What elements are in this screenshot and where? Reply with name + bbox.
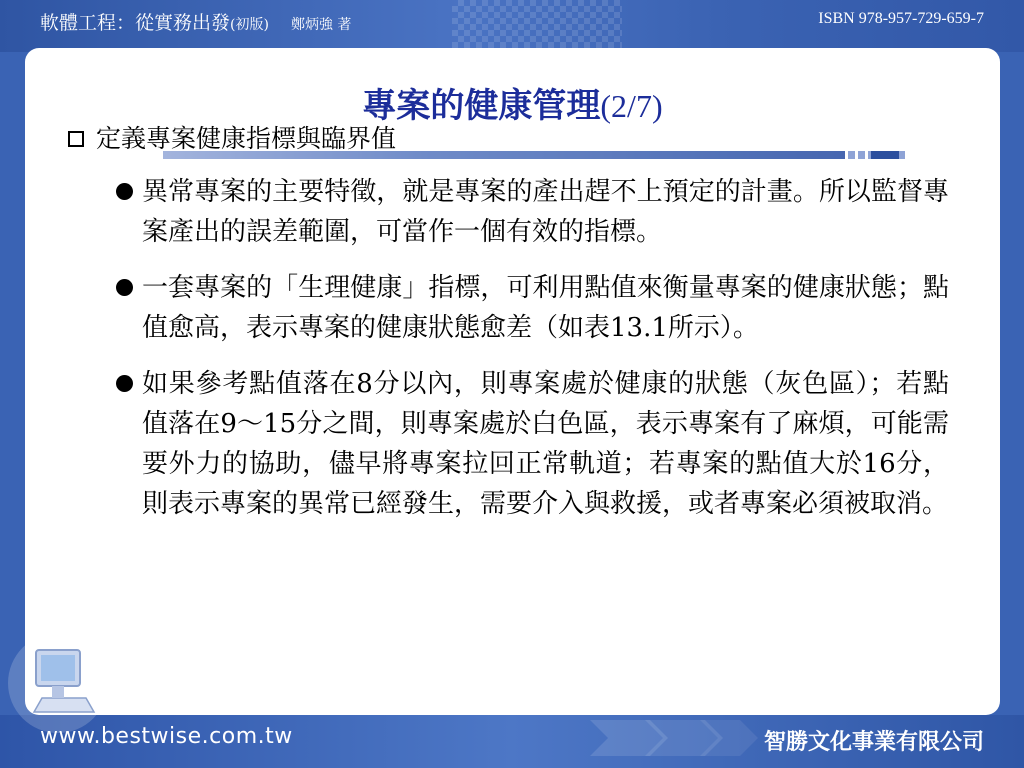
isbn: ISBN 978-957-729-659-7 [818,10,984,27]
book-author: 鄭炳強 著 [290,17,352,33]
checkbox-icon [68,131,84,147]
header-pattern [452,0,622,48]
computer-icon [6,628,116,738]
bullet-item [116,364,958,524]
slide-title-page: (2/7) [600,88,663,124]
book-title: 軟體工程：從實務出發 [40,12,231,34]
heading-item [68,122,958,156]
bullet-text: 一套專案的「生理健康」指標，可利用點值來衡量專案的健康狀態；點值愈高，表示專案的健康狀態愈差（如表13.1所示）。 [142,273,949,343]
book-edition: (初版) [230,17,269,33]
bullet-text: 異常專案的主要特徵，就是專案的產出趕不上預定的計畫。所以監督專案產出的誤差範圍，可當作一個有效的指標。 [142,177,949,247]
bullet-dot-icon [116,375,133,392]
heading-text: 定義專案健康指標與臨界值 [96,124,397,153]
slide-title-main: 專案的健康管理 [362,86,601,126]
arrows-decoration-icon [590,712,760,764]
bullet-dot-icon [116,183,133,200]
bullet-item [116,268,958,348]
slide-title [25,78,1000,127]
bullet-dot-icon [116,279,133,296]
footer-url: www.bestwise.com.tw [40,724,293,749]
bullet-text: 如果參考點值落在8分以內，則專案處於健康的狀態（灰色區）；若點值落在9～15分之間，則專案處於白色區，表示專案有了麻煩，可能需要外力的協助，儘早將專案拉回正常軌道；若專案的點值大於16分，則表示專案的異常已經發生，需要介入與救援，或者專案必須被取消。 [142,369,949,519]
footer-publisher: 智勝文化事業有限公司 [763,730,984,755]
bullet-item [116,172,958,252]
slide-content [68,122,958,524]
book-info [40,8,351,35]
